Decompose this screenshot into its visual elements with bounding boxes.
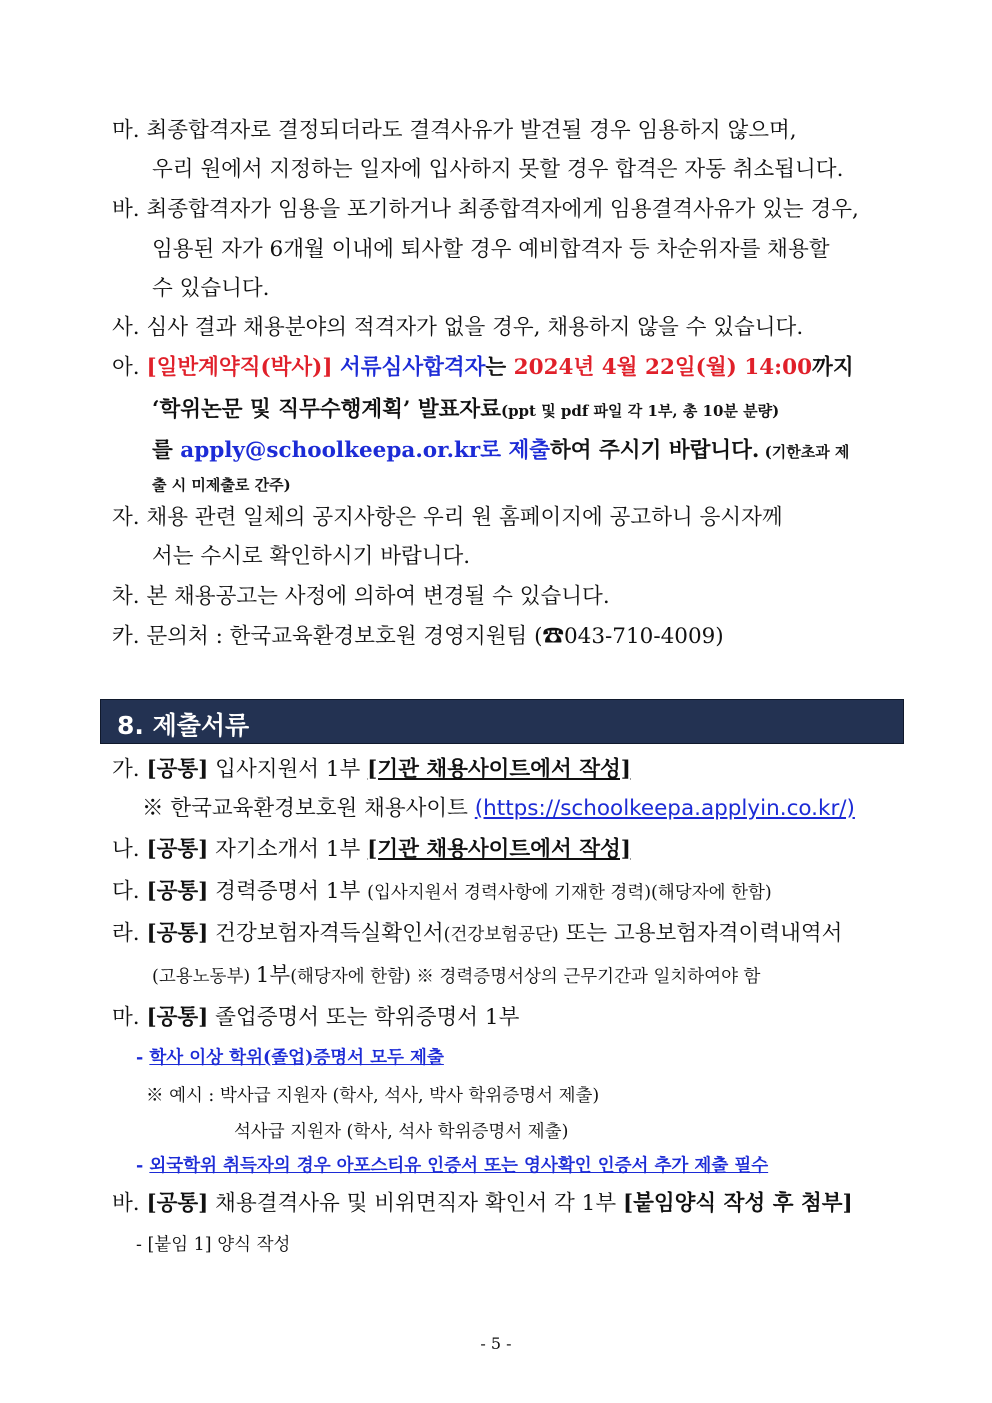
doc-ma-prefix: 마. — [112, 1005, 147, 1030]
doc-da — [112, 877, 772, 908]
notice-cha-line1: 차. 본 채용공고는 사정에 의하여 변경될 수 있습니다. — [112, 584, 610, 609]
doc-da-tag: [공통] — [146, 879, 209, 904]
notice-a-passers: 서류심사합격자 — [332, 355, 486, 380]
notice-ka-line1: 카. 문의처 : 한국교육환경보호원 경영지원팀 (☎043-710-4009) — [112, 624, 724, 649]
doc-ma-tag: [공통] — [146, 1005, 209, 1030]
doc-ga-text: 입사지원서 1부 — [208, 757, 368, 782]
doc-ba-text: 채용결격사유 및 비위면직자 확인서 각 1부 — [208, 1191, 623, 1216]
doc-ga-tag: [공통] — [146, 757, 209, 782]
notice-a-prefix: 아. — [112, 355, 147, 380]
doc-ga — [112, 755, 631, 785]
notice-a-to: 를 — [152, 438, 181, 463]
doc-ma-text: 졸업증명서 또는 학위증명서 1부 — [208, 1005, 520, 1030]
notice-ba-line3: 수 있습니다. — [152, 276, 270, 301]
notice-ba-line2: 임용된 자가 6개월 이내에 퇴사할 경우 예비합격자 등 차순위자를 채용할 — [152, 237, 830, 262]
doc-ba — [112, 1189, 853, 1219]
doc-ra-prefix: 라. — [112, 921, 147, 946]
doc-ma-sub1 — [136, 1043, 444, 1073]
doc-na-note: [기관 채용사이트에서 작성] — [367, 837, 631, 862]
notice-a-text2: 까지 — [812, 355, 854, 380]
notice-a-submit: 로 제출 — [480, 438, 551, 463]
doc-ma-example2: 석사급 지원자 (학사, 석사 학위증명서 제출) — [234, 1122, 569, 1142]
notice-ja-line1: 자. 채용 관련 일체의 공지사항은 우리 원 홈페이지에 공고하니 응시자께 — [112, 505, 783, 530]
doc-ga-sub-text: ※ 한국교육환경보호원 채용사이트 — [142, 796, 475, 821]
doc-ba-note: [붙임양식 작성 후 첨부] — [622, 1191, 853, 1216]
doc-ma-sub2 — [136, 1151, 768, 1181]
section-header — [100, 699, 904, 744]
doc-ga-prefix: 가. — [112, 757, 147, 782]
notice-a-request: 하여 주시기 바랍니다. — [550, 438, 760, 463]
doc-ga-note: [기관 채용사이트에서 작성] — [367, 757, 631, 782]
notice-a-text1: 는 — [485, 355, 514, 380]
notice-a-line4: 출 시 미제출로 간주) — [152, 476, 291, 494]
doc-ma-sub1-text: 학사 이상 학위(졸업)증명서 모두 제출 — [149, 1048, 444, 1068]
notice-a-materials: ‘학위논문 및 직무수행계획’ 발표자료 — [152, 397, 501, 422]
notice-ma-line2: 우리 원에서 지정하는 일자에 입사하지 못할 경우 합격은 자동 취소됩니다. — [152, 157, 844, 182]
notice-ma-line1: 마. 최종합격자로 결정되더라도 결격사유가 발견될 경우 임용하지 않으며, — [112, 118, 797, 143]
doc-na-prefix: 나. — [112, 837, 147, 862]
doc-na-tag: [공통] — [146, 837, 209, 862]
notice-a-line1 — [112, 353, 854, 383]
doc-ba-tag: [공통] — [146, 1191, 209, 1216]
doc-ra-line2 — [152, 961, 760, 992]
doc-da-prefix: 다. — [112, 879, 147, 904]
doc-ma-sub2-text: 외국학위 취득자의 경우 아포스티유 인증서 또는 영사확인 인증서 추가 제출 필수 — [149, 1156, 769, 1176]
doc-ma — [112, 1003, 519, 1033]
doc-da-text: 경력증명서 1부 — [208, 879, 368, 904]
notice-a-line3 — [152, 436, 849, 467]
doc-na-text: 자기소개서 1부 — [208, 837, 368, 862]
page-number: - 5 - — [480, 1334, 512, 1353]
notice-a-deadline: 2024년 4월 22일(월) 14:00 — [513, 355, 813, 380]
section-title: 8. 제출서류 — [117, 711, 250, 740]
doc-ma-sub2-dash: - — [136, 1156, 150, 1176]
doc-ba-prefix: 바. — [112, 1191, 147, 1216]
notice-a-position: [일반계약직(박사)] — [146, 355, 333, 380]
doc-ra-tag: [공통] — [146, 921, 209, 946]
doc-ra-line1 — [112, 919, 842, 950]
doc-ma-example1: ※ 예시 : 박사급 지원자 (학사, 석사, 박사 학위증명서 제출) — [146, 1086, 600, 1106]
notice-sa-line1: 사. 심사 결과 채용분야의 적격자가 없을 경우, 채용하지 않을 수 있습니다. — [112, 315, 804, 340]
notice-ba-line1: 바. 최종합격자가 임용을 포기하거나 최종합격자에게 임용결격사유가 있는 경우, — [112, 197, 859, 222]
doc-ra-small1: (건강보험공단) — [443, 925, 559, 945]
doc-ra-text1: 건강보험자격득실확인서 — [208, 921, 444, 946]
notice-a-line2 — [152, 395, 779, 426]
recruit-site-link[interactable]: (https://schoolkeepa.applyin.co.kr/) — [474, 796, 855, 821]
doc-ba-sub: - [붙임 1] 양식 작성 — [136, 1235, 291, 1255]
notice-a-deadline-note: (기한초과 제 — [759, 443, 850, 461]
notice-a-materials-detail: (ppt 및 pdf 파일 각 1부, 총 10분 분량) — [500, 402, 780, 420]
doc-ra-agency: (고용노동부) — [152, 967, 256, 987]
doc-ra-count: 1부 — [255, 963, 291, 988]
doc-ra-text2: 또는 고용보험자격이력내역서 — [558, 921, 843, 946]
doc-ra-note: (해당자에 한함) ※ 경력증명서상의 근무기간과 일치하여야 함 — [290, 967, 761, 987]
notice-ja-line2: 서는 수시로 확인하시기 바랍니다. — [152, 544, 471, 569]
doc-da-note: (입사지원서 경력사항에 기재한 경력)(해당자에 한함) — [367, 883, 772, 903]
doc-ma-sub1-dash: - — [136, 1048, 150, 1068]
doc-ga-sub — [142, 794, 855, 824]
notice-a-email[interactable]: apply@schoolkeepa.or.kr — [180, 438, 481, 463]
doc-na — [112, 835, 631, 865]
